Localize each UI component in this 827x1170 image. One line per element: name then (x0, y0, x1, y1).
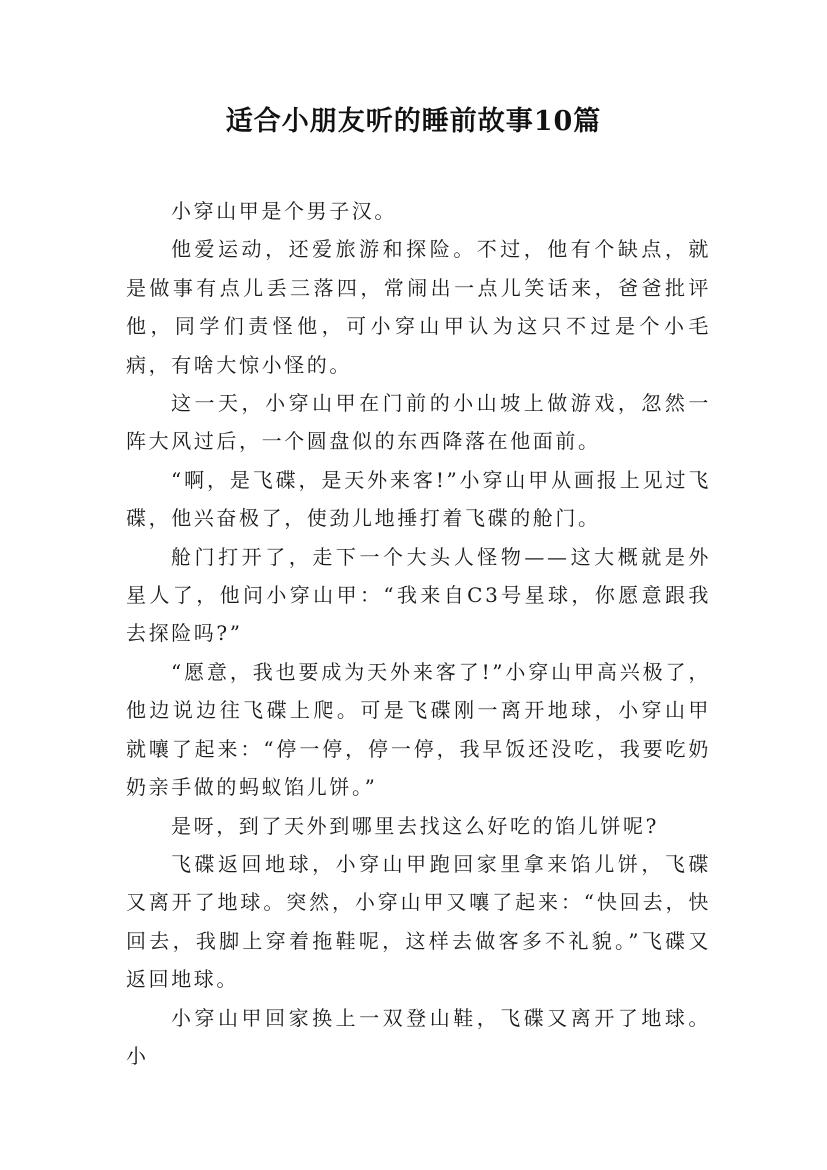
paragraph: “愿意，我也要成为天外来客了!”小穿山甲高兴极了，他边说边往飞碟上爬。可是飞碟刚一离开地球，小穿山甲就嚷了起来：“停一停，停一停，我早饭还没吃，我要吃奶奶亲手做的蚂蚁馅儿饼。” (126, 659, 711, 800)
paragraph: 飞碟返回地球，小穿山甲跑回家里拿来馅儿饼，飞碟又离开了地球。突然，小穿山甲又嚷了起来：“快回去，快回去，我脚上穿着拖鞋呢，这样去做客多不礼貌。”飞碟又返回地球。 (126, 851, 711, 992)
paragraph: “啊，是飞碟，是天外来客!”小穿山甲从画报上见过飞碟，他兴奋极了，使劲儿地捶打着飞碟的舱门。 (126, 467, 711, 531)
paragraph: 这一天，小穿山甲在门前的小山坡上做游戏，忽然一阵大风过后，一个圆盘似的东西降落在他面前。 (126, 391, 711, 454)
paragraph: 小穿山甲回家换上一双登山鞋，飞碟又离开了地球。小 (126, 1005, 711, 1068)
paragraph: 他爱运动，还爱旅游和探险。不过，他有个缺点，就是做事有点儿丢三落四，常闹出一点儿笑话来，爸爸批评他，同学们责怪他，可小穿山甲认为这只不过是个小毛病，有啥大惊小怪的。 (126, 237, 711, 377)
document-title: 适合小朋友听的睡前故事10篇 (225, 106, 602, 137)
paragraph: 小穿山甲是个男子汉。 (171, 199, 397, 223)
paragraph: 舱门打开了，走下一个大头人怪物——这大概就是外星人了，他问小穿山甲：“我来自C3号星球，你愿意跟我去探险吗?” (126, 544, 711, 646)
paragraph: 是呀，到了天外到哪里去找这么好吃的馅儿饼呢? (171, 813, 659, 838)
document-body (126, 192, 711, 1075)
